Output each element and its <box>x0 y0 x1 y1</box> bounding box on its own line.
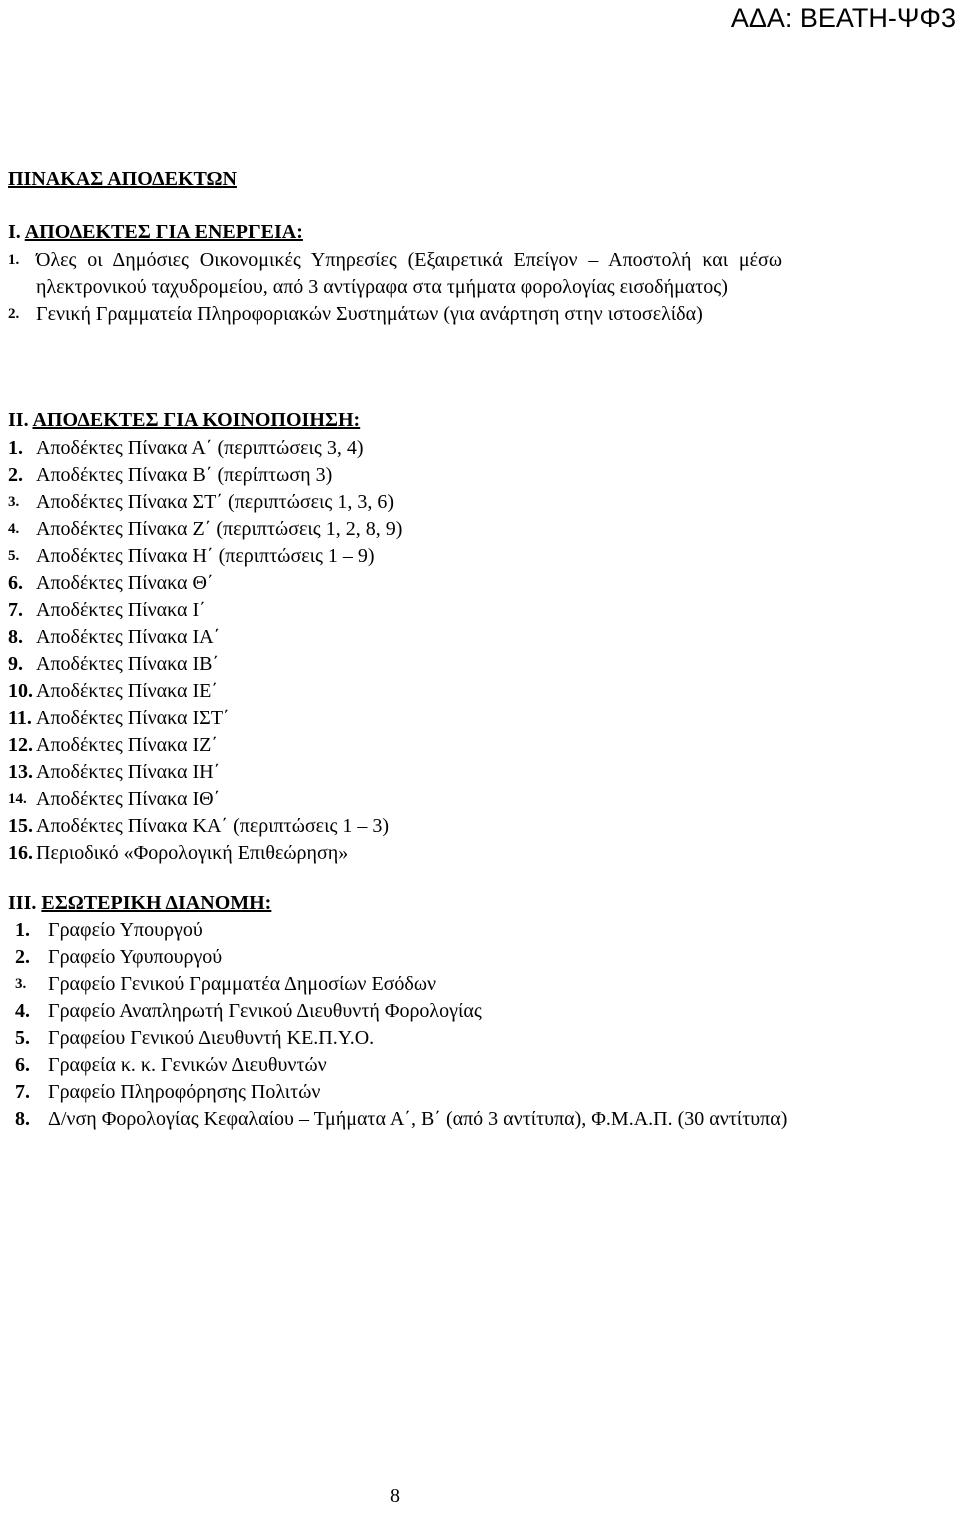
internal-distribution-list <box>0 917 868 1133</box>
list-item <box>0 944 868 971</box>
list-item <box>0 732 402 759</box>
item-text: Γραφείο Αναπληρωτή Γενικού Διευθυντή Φορολογίας <box>48 1000 482 1022</box>
section-title: ΑΠΟΔΕΚΤΕΣ ΓΙΑ ΕΝΕΡΓΕΙΑ: <box>24 221 303 243</box>
list-item <box>0 1079 868 1106</box>
list-item <box>0 786 402 813</box>
recipients-notification-list <box>0 435 402 867</box>
section-numeral: ΙΙ. <box>8 409 29 431</box>
list-item <box>0 516 402 543</box>
item-number: 2. <box>15 946 30 968</box>
item-number: 4. <box>15 1000 30 1022</box>
list-item <box>0 998 868 1025</box>
item-text: Αποδέκτες Πίνακα ΙΑ΄ <box>36 626 221 648</box>
item-number: 5. <box>15 1027 30 1049</box>
item-text: Αποδέκτες Πίνακα ΙΣΤ΄ <box>36 707 230 729</box>
list-item <box>0 1106 868 1133</box>
recipients-action-list <box>0 247 782 328</box>
list-item <box>0 813 402 840</box>
item-number: 16. <box>8 842 33 864</box>
item-text: Γενική Γραμματεία Πληροφοριακών Συστημάτων (για ανάρτηση στην ιστοσελίδα) <box>36 303 703 325</box>
item-number: 3. <box>8 494 20 510</box>
item-text: Γραφείο Πληροφόρησης Πολιτών <box>48 1081 321 1103</box>
item-text: Δ/νση Φορολογίας Κεφαλαίου – Τμήματα Α΄, Β΄ (από 3 αντίτυπα), Φ.Μ.Α.Π. (30 αντίτυπα) <box>48 1108 788 1130</box>
item-number: 6. <box>15 1054 30 1076</box>
item-text: Γραφείου Γενικού Διευθυντή ΚΕ.Π.Υ.Ο. <box>48 1027 375 1049</box>
item-number: 10. <box>8 680 33 702</box>
list-item <box>0 624 402 651</box>
list-item <box>0 917 868 944</box>
section-heading-internal <box>8 890 271 916</box>
list-item <box>0 1025 868 1052</box>
list-item <box>0 570 402 597</box>
item-number: 13. <box>8 761 33 783</box>
item-number: 1. <box>8 437 23 459</box>
list-item <box>0 301 782 328</box>
item-text: Αποδέκτες Πίνακα Θ΄ <box>36 572 214 594</box>
list-item <box>0 678 402 705</box>
item-number: 4. <box>8 521 20 537</box>
item-number: 11. <box>8 707 32 729</box>
item-number: 2. <box>8 464 23 486</box>
item-text: Γραφείο Γενικού Γραμματέα Δημοσίων Εσόδων <box>48 973 437 995</box>
item-number: 7. <box>15 1081 30 1103</box>
list-item <box>0 489 402 516</box>
item-text: Αποδέκτες Πίνακα Α΄ (περιπτώσεις 3, 4) <box>36 437 364 459</box>
list-item <box>0 597 402 624</box>
item-number: 1. <box>15 919 30 941</box>
section-numeral: Ι. <box>8 221 21 243</box>
list-item <box>0 1052 868 1079</box>
list-item <box>0 840 402 867</box>
item-text: Αποδέκτες Πίνακα ΙΕ΄ <box>36 680 219 702</box>
item-text: Αποδέκτες Πίνακα ΣΤ΄ (περιπτώσεις 1, 3, 6) <box>36 491 394 513</box>
item-text: Αποδέκτες Πίνακα ΙΖ΄ <box>36 734 219 756</box>
item-text: Αποδέκτες Πίνακα ΙΒ΄ <box>36 653 220 675</box>
item-text: Αποδέκτες Πίνακα ΚΑ΄ (περιπτώσεις 1 – 3) <box>36 815 390 837</box>
item-text: Αποδέκτες Πίνακα Β΄ (περίπτωση 3) <box>36 464 333 486</box>
section-title: ΕΣΩΤΕΡΙΚΗ ΔΙΑΝΟΜΗ: <box>41 892 272 914</box>
section-title: ΑΠΟΔΕΚΤΕΣ ΓΙΑ ΚΟΙΝΟΠΟΙΗΣΗ: <box>32 409 361 431</box>
list-item <box>0 705 402 732</box>
item-text: Όλες οι Δημόσιες Οικονομικές Υπηρεσίες (Εξαιρετικά Επείγον – Αποστολή και μέσω ηλεκτρονικού ταχυδρομείου, από 3 αντίγραφα στα τμήματα φορολογίας εισοδήματος) <box>36 249 782 298</box>
section-heading-actions <box>8 219 303 245</box>
item-number: 8. <box>8 626 23 648</box>
document-title: ΠΙΝΑΚΑΣ ΑΠΟΔΕΚΤΩΝ <box>8 168 237 190</box>
item-number: 15. <box>8 815 33 837</box>
ada-code: ΑΔΑ: ΒΕΑΤΗ-ΨΦ3 <box>730 3 956 33</box>
section-numeral: ΙΙΙ. <box>8 892 37 914</box>
item-number: 2. <box>8 306 20 322</box>
list-item <box>0 435 402 462</box>
item-number: 12. <box>8 734 33 756</box>
list-item <box>0 543 402 570</box>
item-number: 7. <box>8 599 23 621</box>
item-text: Αποδέκτες Πίνακα Η΄ (περιπτώσεις 1 – 9) <box>36 545 375 567</box>
item-text: Αποδέκτες Πίνακα ΙΘ΄ <box>36 788 221 810</box>
item-number: 9. <box>8 653 23 675</box>
list-item <box>0 651 402 678</box>
item-text: Αποδέκτες Πίνακα Ι΄ <box>36 599 206 621</box>
item-text: Αποδέκτες Πίνακα ΙΗ΄ <box>36 761 221 783</box>
item-number: 8. <box>15 1108 30 1130</box>
item-text: Γραφείο Υπουργού <box>48 919 203 941</box>
item-number: 1. <box>8 252 20 268</box>
list-item <box>0 462 402 489</box>
section-heading-notification <box>8 407 360 433</box>
item-text: Γραφεία κ. κ. Γενικών Διευθυντών <box>48 1054 327 1076</box>
item-text: Περιοδικό «Φορολογική Επιθεώρηση» <box>36 842 349 864</box>
item-text: Γραφείο Υφυπουργού <box>48 946 223 968</box>
page-number: 8 <box>390 1485 400 1507</box>
list-item <box>0 759 402 786</box>
item-number: 3. <box>15 976 27 992</box>
list-item <box>0 247 782 301</box>
list-item <box>0 971 868 998</box>
item-number: 6. <box>8 572 23 594</box>
item-text: Αποδέκτες Πίνακα Ζ΄ (περιπτώσεις 1, 2, 8, 9) <box>36 518 403 540</box>
item-number: 5. <box>8 548 20 564</box>
item-number: 14. <box>8 791 27 807</box>
